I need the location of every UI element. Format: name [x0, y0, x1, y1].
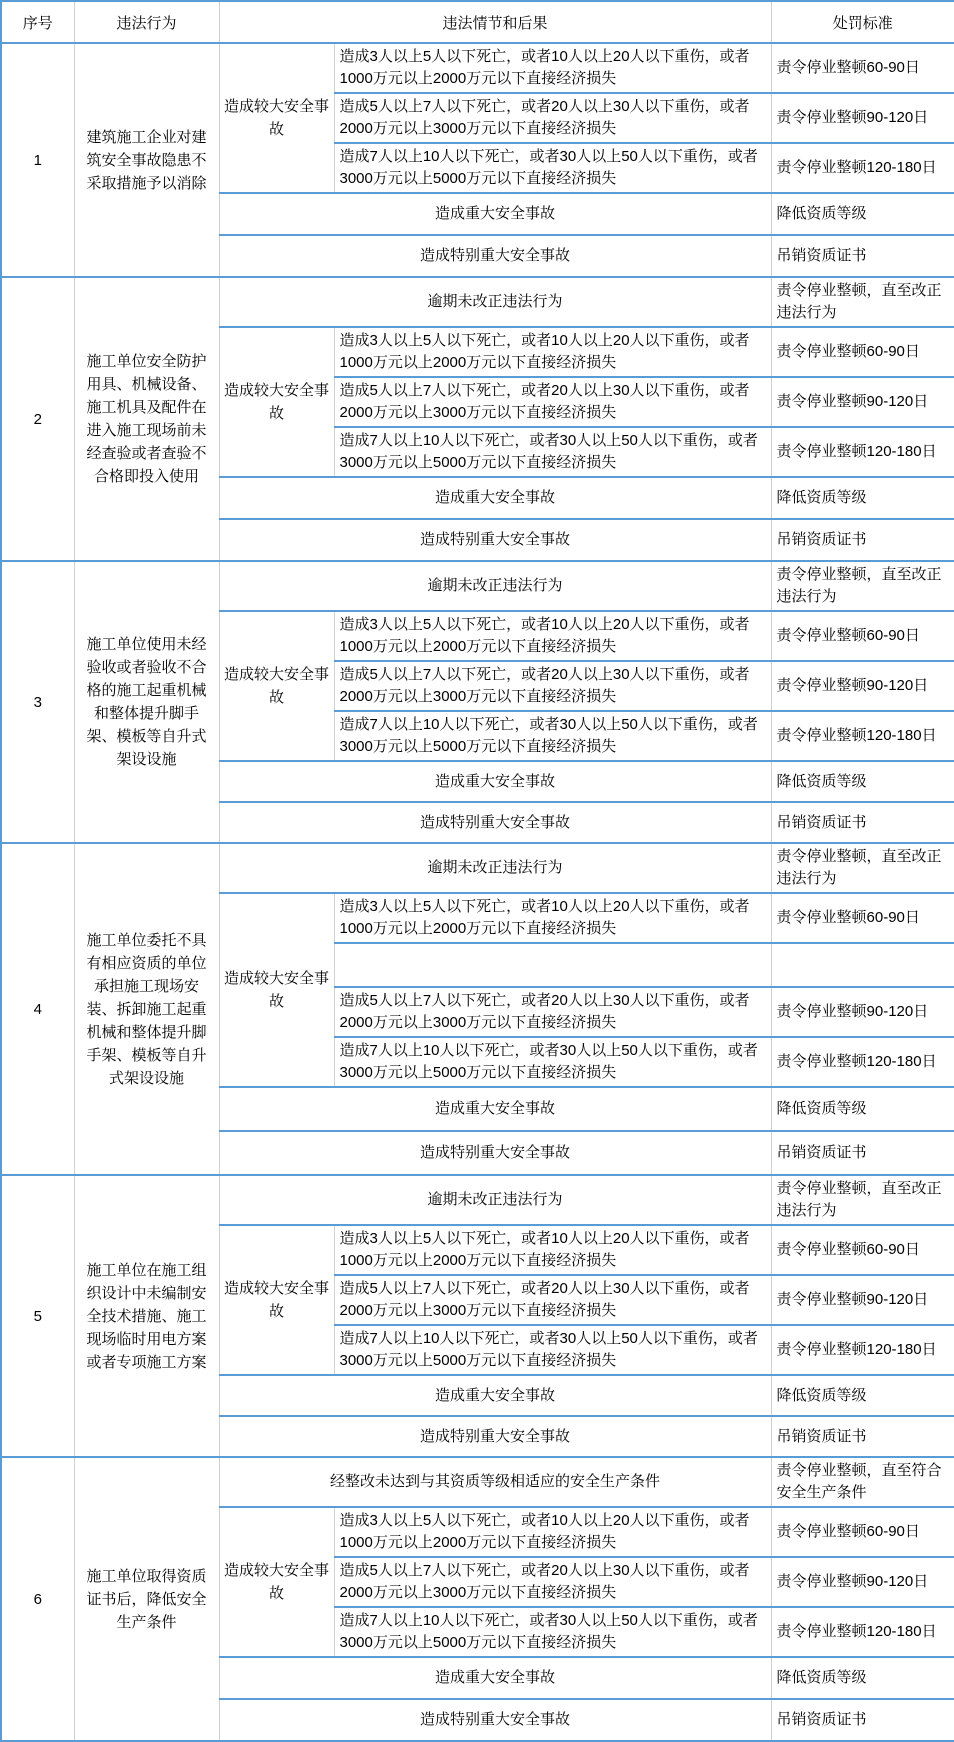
penalty-cell: 责令停业整顿，直至改正违法行为 — [771, 277, 954, 327]
accident-group-label-cell: 造成较大安全事故 — [219, 1225, 334, 1375]
penalty-cell: 责令停业整顿90-120日 — [771, 377, 954, 427]
consequence-detail-cell: 造成3人以上5人以下死亡，或者10人以上20人以下重伤，或者1000万元以上2000万元以下直接经济损失 — [334, 611, 771, 661]
accident-group-label-cell: 造成较大安全事故 — [219, 893, 334, 1087]
header-penalty-standard: 处罚标准 — [771, 1, 954, 43]
consequence-detail-cell: 造成3人以上5人以下死亡，或者10人以上20人以下重伤，或者1000万元以上2000万元以下直接经济损失 — [334, 1225, 771, 1275]
accident-group-label-cell: 造成较大安全事故 — [219, 611, 334, 761]
consequence-cell: 逾期未改正违法行为 — [219, 843, 771, 893]
consequence-cell: 逾期未改正违法行为 — [219, 277, 771, 327]
consequence-detail-cell: 造成3人以上5人以下死亡，或者10人以上20人以下重伤，或者1000万元以上2000万元以下直接经济损失 — [334, 893, 771, 943]
penalty-cell: 降低资质等级 — [771, 1657, 954, 1699]
consequence-cell: 造成特别重大安全事故 — [219, 802, 771, 843]
penalty-cell: 责令停业整顿60-90日 — [771, 611, 954, 661]
table-row — [1, 843, 954, 893]
consequence-cell: 造成特别重大安全事故 — [219, 1699, 771, 1741]
consequence-detail-cell: 造成3人以上5人以下死亡，或者10人以上20人以下重伤，或者1000万元以上2000万元以下直接经济损失 — [334, 43, 771, 93]
violation-behavior-cell: 施工单位取得资质证书后，降低安全生产条件 — [74, 1457, 219, 1741]
consequence-detail-cell: 造成5人以上7人以下死亡，或者20人以上30人以下重伤，或者2000万元以上3000万元以下直接经济损失 — [334, 1557, 771, 1607]
penalty-cell: 责令停业整顿90-120日 — [771, 661, 954, 711]
consequence-cell: 造成重大安全事故 — [219, 193, 771, 235]
penalty-cell: 降低资质等级 — [771, 761, 954, 802]
consequence-detail-cell: 造成5人以上7人以下死亡，或者20人以上30人以下重伤，或者2000万元以上3000万元以下直接经济损失 — [334, 1275, 771, 1325]
violation-behavior-cell: 施工单位在施工组织设计中未编制安全技术措施、施工现场临时用电方案或者专项施工方案 — [74, 1175, 219, 1457]
table-row — [1, 1457, 954, 1507]
penalty-cell: 责令停业整顿，直至改正违法行为 — [771, 1175, 954, 1225]
penalty-cell: 吊销资质证书 — [771, 235, 954, 277]
consequence-cell: 造成特别重大安全事故 — [219, 1131, 771, 1175]
penalty-cell: 责令停业整顿，直至改正违法行为 — [771, 561, 954, 611]
penalty-cell: 降低资质等级 — [771, 1087, 954, 1131]
consequence-detail-cell: 造成5人以上7人以下死亡，或者20人以上30人以下重伤，或者2000万元以上3000万元以下直接经济损失 — [334, 987, 771, 1037]
consequence-detail-cell: 造成7人以上10人以下死亡，或者30人以上50人以下重伤，或者3000万元以上5000万元以下直接经济损失 — [334, 1325, 771, 1375]
consequence-detail-cell — [334, 943, 771, 987]
penalty-cell: 责令停业整顿90-120日 — [771, 1557, 954, 1607]
consequence-cell: 造成重大安全事故 — [219, 1087, 771, 1131]
table-row — [1, 1175, 954, 1225]
consequence-detail-cell: 造成7人以上10人以下死亡，或者30人以上50人以下重伤，或者3000万元以上5000万元以下直接经济损失 — [334, 711, 771, 761]
accident-group-label-cell: 造成较大安全事故 — [219, 1507, 334, 1657]
penalty-cell — [771, 943, 954, 987]
consequence-cell: 逾期未改正违法行为 — [219, 1175, 771, 1225]
penalty-cell: 责令停业整顿，直至符合安全生产条件 — [771, 1457, 954, 1507]
violation-behavior-cell: 施工单位委托不具有相应资质的单位承担施工现场安装、拆卸施工起重机械和整体提升脚手架、模板等自升式架设设施 — [74, 843, 219, 1175]
consequence-cell: 造成特别重大安全事故 — [219, 519, 771, 561]
consequence-detail-cell: 造成7人以上10人以下死亡，或者30人以上50人以下重伤，或者3000万元以上5000万元以下直接经济损失 — [334, 1607, 771, 1657]
penalty-cell: 责令停业整顿60-90日 — [771, 327, 954, 377]
penalty-cell: 降低资质等级 — [771, 1375, 954, 1416]
consequence-detail-cell: 造成5人以上7人以下死亡，或者20人以上30人以下重伤，或者2000万元以上3000万元以下直接经济损失 — [334, 377, 771, 427]
penalty-cell: 责令停业整顿120-180日 — [771, 1037, 954, 1087]
penalty-cell: 吊销资质证书 — [771, 519, 954, 561]
table-row — [1, 561, 954, 611]
penalty-cell: 责令停业整顿120-180日 — [771, 1607, 954, 1657]
penalty-cell: 责令停业整顿120-180日 — [771, 1325, 954, 1375]
penalty-cell: 吊销资质证书 — [771, 1416, 954, 1457]
header-serial-number: 序号 — [1, 1, 74, 43]
penalty-cell: 责令停业整顿120-180日 — [771, 143, 954, 193]
serial-number-cell: 2 — [1, 277, 74, 561]
consequence-cell: 造成重大安全事故 — [219, 477, 771, 519]
serial-number-cell: 1 — [1, 43, 74, 277]
serial-number-cell: 5 — [1, 1175, 74, 1457]
consequence-detail-cell: 造成3人以上5人以下死亡，或者10人以上20人以下重伤，或者1000万元以上2000万元以下直接经济损失 — [334, 1507, 771, 1557]
table-row — [1, 277, 954, 327]
consequence-cell: 造成重大安全事故 — [219, 1657, 771, 1699]
header-violation-behavior: 违法行为 — [74, 1, 219, 43]
penalty-cell: 责令停业整顿120-180日 — [771, 711, 954, 761]
accident-group-label-cell: 造成较大安全事故 — [219, 43, 334, 193]
consequence-detail-cell: 造成3人以上5人以下死亡，或者10人以上20人以下重伤，或者1000万元以上2000万元以下直接经济损失 — [334, 327, 771, 377]
violation-behavior-cell: 施工单位使用未经验收或者验收不合格的施工起重机械和整体提升脚手架、模板等自升式架设设施 — [74, 561, 219, 843]
penalty-cell: 责令停业整顿60-90日 — [771, 1225, 954, 1275]
penalty-cell: 责令停业整顿90-120日 — [771, 987, 954, 1037]
consequence-cell: 经整改未达到与其资质等级相适应的安全生产条件 — [219, 1457, 771, 1507]
penalty-cell: 吊销资质证书 — [771, 1699, 954, 1741]
header-row — [1, 1, 954, 43]
serial-number-cell: 4 — [1, 843, 74, 1175]
serial-number-cell: 3 — [1, 561, 74, 843]
consequence-detail-cell: 造成5人以上7人以下死亡，或者20人以上30人以下重伤，或者2000万元以上3000万元以下直接经济损失 — [334, 661, 771, 711]
consequence-cell: 造成特别重大安全事故 — [219, 235, 771, 277]
penalty-cell: 责令停业整顿60-90日 — [771, 893, 954, 943]
penalty-cell: 责令停业整顿90-120日 — [771, 1275, 954, 1325]
violation-behavior-cell: 建筑施工企业对建筑安全事故隐患不采取措施予以消除 — [74, 43, 219, 277]
consequence-detail-cell: 造成7人以上10人以下死亡，或者30人以上50人以下重伤，或者3000万元以上5000万元以下直接经济损失 — [334, 143, 771, 193]
consequence-detail-cell: 造成5人以上7人以下死亡，或者20人以上30人以下重伤，或者2000万元以上3000万元以下直接经济损失 — [334, 93, 771, 143]
penalty-cell: 吊销资质证书 — [771, 802, 954, 843]
consequence-cell: 造成重大安全事故 — [219, 761, 771, 802]
consequence-detail-cell: 造成7人以上10人以下死亡，或者30人以上50人以下重伤，或者3000万元以上5000万元以下直接经济损失 — [334, 1037, 771, 1087]
serial-number-cell: 6 — [1, 1457, 74, 1741]
penalty-cell: 降低资质等级 — [771, 477, 954, 519]
table-body — [1, 43, 954, 1741]
consequence-cell: 逾期未改正违法行为 — [219, 561, 771, 611]
penalty-cell: 责令停业整顿60-90日 — [771, 43, 954, 93]
consequence-cell: 造成特别重大安全事故 — [219, 1416, 771, 1457]
consequence-detail-cell: 造成7人以上10人以下死亡，或者30人以上50人以下重伤，或者3000万元以上5000万元以下直接经济损失 — [334, 427, 771, 477]
penalty-cell: 责令停业整顿60-90日 — [771, 1507, 954, 1557]
penalty-cell: 降低资质等级 — [771, 193, 954, 235]
table-row — [1, 43, 954, 93]
penalty-cell: 责令停业整顿，直至改正违法行为 — [771, 843, 954, 893]
accident-group-label-cell: 造成较大安全事故 — [219, 327, 334, 477]
header-circumstance-consequence: 违法情节和后果 — [219, 1, 771, 43]
penalty-cell: 吊销资质证书 — [771, 1131, 954, 1175]
penalty-cell: 责令停业整顿90-120日 — [771, 93, 954, 143]
violation-behavior-cell: 施工单位安全防护用具、机械设备、施工机具及配件在进入施工现场前未经查验或者查验不合格即投入使用 — [74, 277, 219, 561]
consequence-cell: 造成重大安全事故 — [219, 1375, 771, 1416]
penalty-cell: 责令停业整顿120-180日 — [771, 427, 954, 477]
